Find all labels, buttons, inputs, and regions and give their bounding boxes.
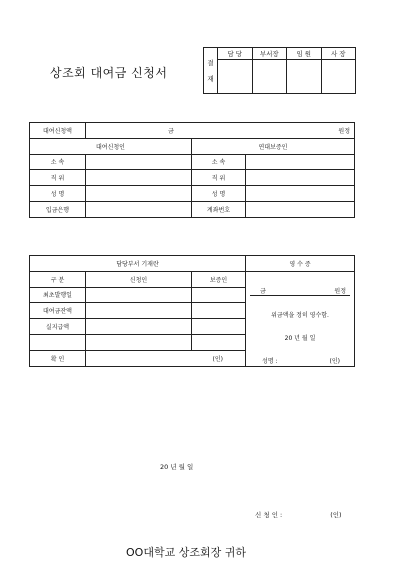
approval-header-manager: 부서장	[252, 48, 287, 60]
loan-balance-applicant[interactable]	[86, 303, 192, 319]
amount-unit-left: 금	[168, 127, 174, 135]
confirm-seal: (인)	[212, 355, 224, 363]
blank-row-applicant[interactable]	[86, 334, 192, 350]
document-title: 상조회 대여금 신청서	[50, 66, 168, 80]
guarantor-position-label: 직 위	[192, 170, 246, 186]
confirm-field[interactable]	[86, 350, 246, 366]
deposit-bank-field[interactable]	[86, 201, 192, 217]
amount-label: 대여신청액	[30, 123, 86, 139]
approval-sign-staff[interactable]	[218, 60, 253, 94]
confirm-label: 확 인	[30, 350, 86, 366]
receipt-amount-line	[246, 286, 354, 296]
receipt-received-text: 위금액을 정히 영수함.	[271, 311, 329, 319]
applicant-header: 대여신청인	[30, 138, 192, 154]
actual-payment-label: 실지급액	[30, 319, 86, 335]
approval-header-president: 사 장	[321, 48, 356, 60]
account-number-label: 계좌번호	[192, 201, 246, 217]
applicant-dept-label: 소 속	[30, 154, 86, 170]
dept-col-applicant: 신청인	[86, 271, 192, 287]
dept-col-category: 구 분	[30, 271, 86, 287]
applicant-seal: (인)	[330, 511, 342, 519]
guarantor-name-field[interactable]	[246, 186, 355, 202]
guarantor-dept-label: 소 속	[192, 154, 246, 170]
blank-row-guarantor[interactable]	[192, 334, 246, 350]
applicant-signature-line	[255, 510, 342, 519]
receipt-amount-right: 원정	[334, 287, 347, 295]
actual-payment-applicant[interactable]	[86, 319, 192, 335]
recipient-line: OO대학교 상조회장 귀하	[126, 546, 246, 559]
applicant-name-label: 성 명	[30, 186, 86, 202]
receipt-header: 영 수 증	[246, 256, 355, 272]
amount-field[interactable]	[86, 123, 355, 139]
amount-unit-right: 원정	[338, 127, 350, 135]
receipt-name-line	[246, 356, 354, 365]
loan-balance-guarantor[interactable]	[192, 303, 246, 319]
applicant-dept-field[interactable]	[86, 154, 192, 170]
first-issue-date-label: 최초발행일	[30, 287, 86, 303]
approval-sign-manager[interactable]	[252, 60, 287, 94]
guarantor-name-label: 성 명	[192, 186, 246, 202]
applicant-label: 신 청 인 :	[255, 511, 283, 519]
guarantor-position-field[interactable]	[246, 170, 355, 186]
account-number-field[interactable]	[246, 201, 355, 217]
applicant-position-field[interactable]	[86, 170, 192, 186]
department-receipt-table	[29, 255, 355, 367]
approval-header-staff: 담 당	[218, 48, 253, 60]
actual-payment-guarantor[interactable]	[192, 319, 246, 335]
receipt-date-text: 20 년 월 일	[284, 334, 316, 342]
first-issue-date-applicant[interactable]	[86, 287, 192, 303]
approval-sign-president[interactable]	[321, 60, 356, 94]
guarantor-dept-field[interactable]	[246, 154, 355, 170]
loan-balance-label: 대여금잔액	[30, 303, 86, 319]
guarantor-header: 연대보증인	[192, 138, 355, 154]
first-issue-date-guarantor[interactable]	[192, 287, 246, 303]
receipt-amount-left: 금	[260, 287, 266, 295]
approval-sign-executive[interactable]	[287, 60, 322, 94]
approval-side-label: 결 재	[204, 48, 218, 94]
approval-table	[203, 47, 356, 94]
dept-col-guarantor: 보증인	[192, 271, 246, 287]
blank-row-label	[30, 334, 86, 350]
loan-application-table	[29, 122, 355, 218]
applicant-name-field[interactable]	[86, 186, 192, 202]
application-date: 20 년 월 일	[160, 463, 194, 471]
deposit-bank-label: 입금은행	[30, 201, 86, 217]
dept-section-header: 담당부서 기재란	[30, 256, 246, 272]
approval-header-executive: 임 원	[287, 48, 322, 60]
applicant-position-label: 직 위	[30, 170, 86, 186]
receipt-box[interactable]	[246, 271, 355, 366]
receipt-name-seal: (인)	[329, 357, 340, 365]
receipt-name-label: 성명 :	[262, 357, 278, 365]
